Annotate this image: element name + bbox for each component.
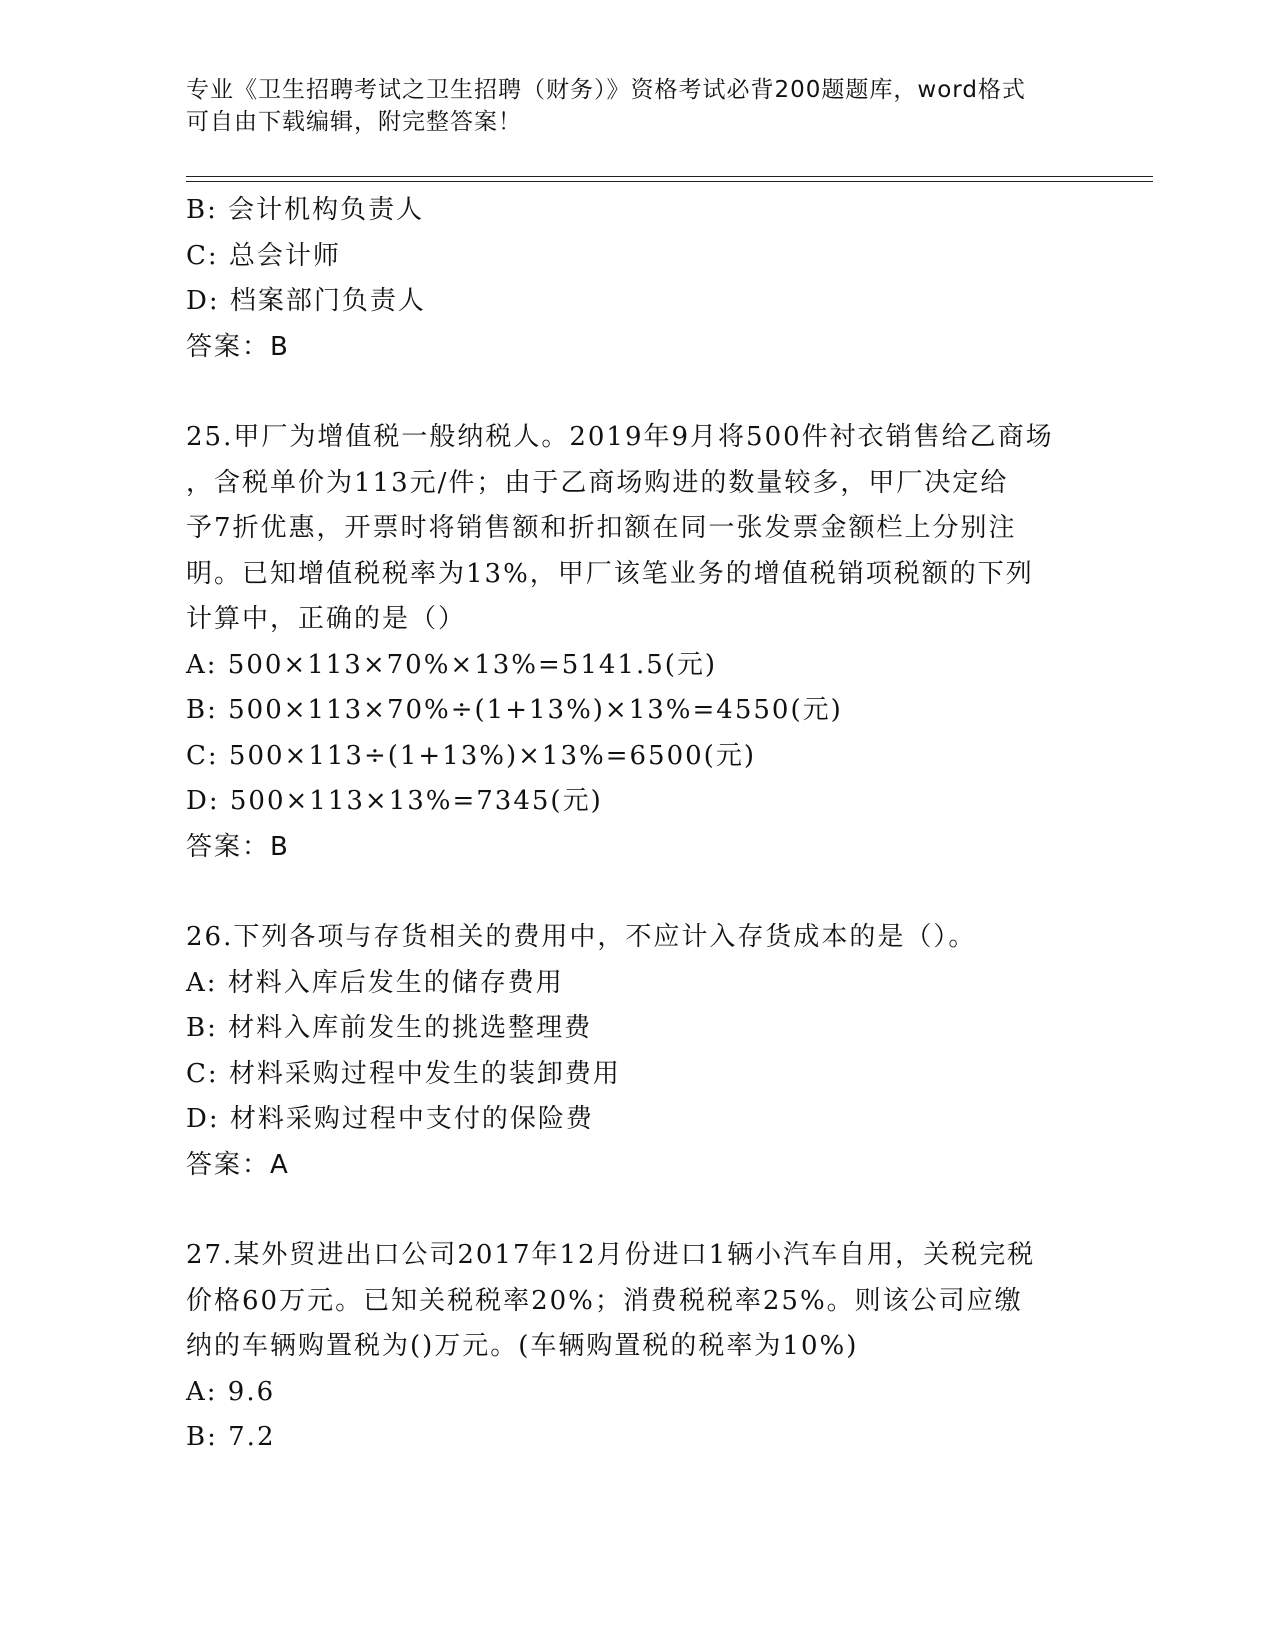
header-title-line-1: 专业《卫生招聘考试之卫生招聘（财务）》资格考试必背200题题库，word格式 <box>186 77 1026 103</box>
question-26 <box>186 915 1086 1188</box>
question-text-line: 25.甲厂为增值税一般纳税人。2019年9月将500件衬衣销售给乙商场 <box>186 422 1054 452</box>
question-24 <box>186 188 1086 370</box>
question-text-line: 26.下列各项与存货相关的费用中，不应计入存货成本的是（）。 <box>186 922 977 952</box>
question-text-line: 计算中，正确的是（） <box>186 604 467 634</box>
header-rule-bottom <box>186 181 1153 182</box>
question-25 <box>186 415 1086 870</box>
option-b: B: 会计机构负责人 <box>186 195 425 225</box>
option-b: B: 7.2 <box>186 1422 276 1452</box>
option-a: A: 9.6 <box>186 1376 276 1407</box>
document-body <box>186 188 1086 1461</box>
spacer <box>186 370 1086 415</box>
question-text-line: 明。已知增值税税率为13%，甲厂该笔业务的增值税销项税额的下列 <box>186 558 1034 589</box>
option-d: D: 500×113×13%=7345(元) <box>186 786 603 816</box>
question-text-line: ，含税单价为113元/件；由于乙商场购进的数量较多，甲厂决定给 <box>186 467 1009 498</box>
header-rule-top <box>186 176 1153 177</box>
header-title-line-2: 可自由下载编辑，附完整答案！ <box>186 109 522 135</box>
answer-line: 答案：A <box>186 1149 290 1180</box>
document-header <box>186 74 1066 138</box>
question-text-line: 27.某外贸进出口公司2017年12月份进口1辆小汽车自用，关税完税 <box>186 1240 1036 1270</box>
option-b: B: 材料入库前发生的挑选整理费 <box>186 1013 593 1043</box>
option-d: D: 材料采购过程中支付的保险费 <box>186 1104 594 1134</box>
question-27 <box>186 1233 1086 1461</box>
spacer <box>186 1188 1086 1233</box>
option-a: A: 材料入库后发生的储存费用 <box>186 967 564 998</box>
option-c: C: 500×113÷(1+13%)×13%=6500(元) <box>186 740 756 771</box>
option-d: D: 档案部门负责人 <box>186 286 426 316</box>
question-text-line: 纳的车辆购置税为()万元。(车辆购置税的税率为10%) <box>186 1331 859 1361</box>
option-c: C: 总会计师 <box>186 240 341 271</box>
option-b: B: 500×113×70%÷(1+13%)×13%=4550(元) <box>186 695 843 725</box>
question-text-line: 价格60万元。已知关税税率20%；消费税税率25%。则该公司应缴 <box>186 1285 1023 1316</box>
answer-line: 答案：B <box>186 331 290 362</box>
option-c: C: 材料采购过程中发生的装卸费用 <box>186 1058 621 1089</box>
option-a: A: 500×113×70%×13%=5141.5(元) <box>186 649 718 680</box>
spacer <box>186 870 1086 915</box>
question-text-line: 予7折优惠，开票时将销售额和折扣额在同一张发票金额栏上分别注 <box>186 513 1017 543</box>
answer-line: 答案：B <box>186 831 290 862</box>
